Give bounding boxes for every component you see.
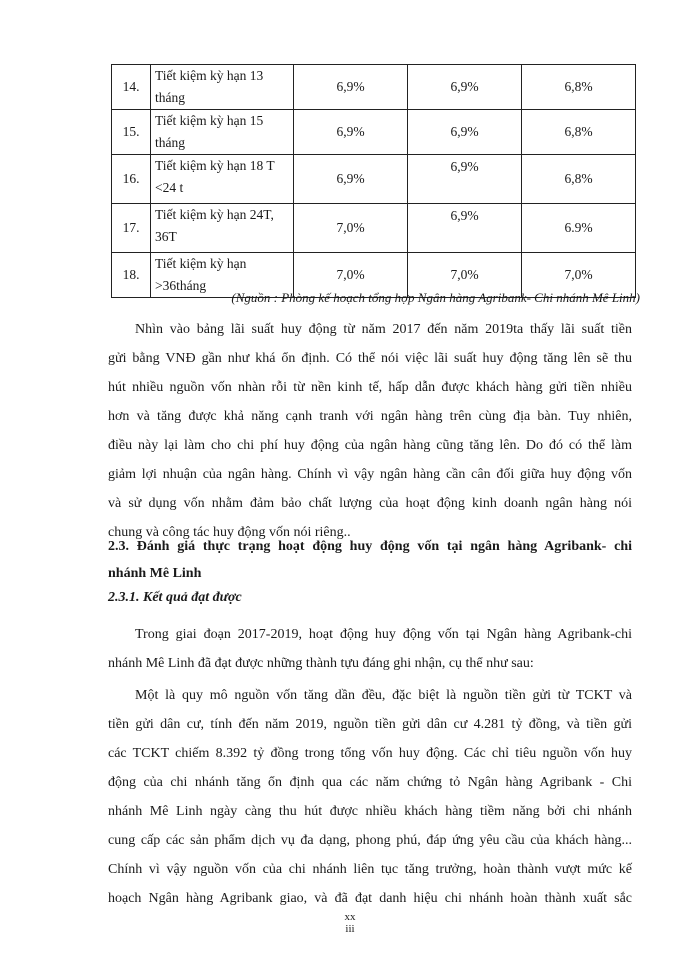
text-line: Chính vì vậy nguồn vốn của chi nhánh liên tục tăng trưởng, hoàn thành vượt mức kế <box>108 862 632 877</box>
rate-cell-year-2: 6,9% <box>408 110 522 155</box>
text-line: tiền gửi dân cư, tính đến năm 2019, nguồn tiền gửi dân cư 4.281 tỷ đồng, và tiền gửi <box>108 717 632 732</box>
page-number-secondary: iii <box>345 923 355 935</box>
text-line: và sử dụng vốn nhằm đảm bảo chất lượng của hoạt động kinh doanh ngân hàng nói <box>108 496 632 511</box>
product-name-line: <24 t <box>155 180 184 195</box>
product-name-cell <box>151 204 294 253</box>
text-line: hoạch Ngân hàng Agribank giao, và đã đạt danh hiệu chi nhánh hoàn thành xuất sắc <box>108 891 632 906</box>
product-name-line: 36T <box>155 229 177 244</box>
product-name-cell <box>151 65 294 110</box>
rate-cell-year-1: 7,0% <box>294 204 408 253</box>
heading-line: 2.3. Đánh giá thực trạng hoạt động huy động vốn tại ngân hàng Agribank- chi <box>108 539 632 554</box>
row-number: 15. <box>112 110 151 155</box>
table-row <box>112 110 636 155</box>
text-line: nhánh Mê Linh đã đạt được những thành tựu đáng ghi nhận, cụ thể như sau: <box>108 656 534 671</box>
page-number-primary: xx <box>344 911 356 923</box>
rate-cell-year-2: 6,9% <box>408 155 522 204</box>
product-name-line: tháng <box>155 90 185 105</box>
text-line: chung và công tác huy động vốn nói riêng.. <box>108 525 351 540</box>
text-line: động của chi nhánh tăng ổn định qua các năm chứng tỏ Ngân hàng Agribank - Chi <box>108 775 632 790</box>
product-name-line: Tiết kiệm kỳ hạn 24T, <box>155 207 274 222</box>
table-row <box>112 204 636 253</box>
text-line: gửi bằng VNĐ gần như khá ổn định. Có thể nói việc lãi suất huy động tăng lên sẽ thu <box>108 351 632 366</box>
rate-cell-year-3: 6,8% <box>522 65 636 110</box>
interest-rate-table <box>111 64 636 298</box>
text-line: Trong giai đoạn 2017-2019, hoạt động huy động vốn tại Ngân hàng Agribank-chi <box>135 627 632 642</box>
heading-line: nhánh Mê Linh <box>108 566 202 581</box>
rate-cell-year-3: 6.9% <box>522 204 636 253</box>
table-row <box>112 65 636 110</box>
rate-cell-year-1: 6,9% <box>294 65 408 110</box>
rate-cell-year-1: 6,9% <box>294 110 408 155</box>
text-line: Nhìn vào bảng lãi suất huy động từ năm 2017 đến năm 2019ta thấy lãi suất tiền <box>135 322 632 337</box>
rate-cell-year-1: 6,9% <box>294 155 408 204</box>
rate-cell-year-1: 7,0% <box>294 253 408 298</box>
product-name-line: Tiết kiệm kỳ hạn 18 T <box>155 158 275 173</box>
product-name-line: Tiết kiệm kỳ hạn <box>155 256 247 271</box>
row-number: 14. <box>112 65 151 110</box>
product-name-cell <box>151 110 294 155</box>
text-line: hơn và tăng được khả năng cạnh tranh với ngân hàng trên cùng địa bàn. Tuy nhiên, <box>108 409 632 424</box>
text-line: cung cấp các sản phẩm dịch vụ đa dạng, phong phú, đáp ứng yêu cầu của khách hàng... <box>108 833 632 848</box>
rate-cell-year-2: 6,9% <box>408 65 522 110</box>
subsection-heading: 2.3.1. Kết quả đạt được <box>108 590 242 605</box>
paragraph-period-summary <box>108 620 632 678</box>
text-line: giảm lợi nhuận của ngân hàng. Chính vì vậy ngân hàng cần cân đối giữa huy động vốn <box>108 467 632 482</box>
table-row <box>112 155 636 204</box>
product-name-line: tháng <box>155 135 185 150</box>
product-name-cell <box>151 155 294 204</box>
row-number: 16. <box>112 155 151 204</box>
row-number: 17. <box>112 204 151 253</box>
product-name-line: Tiết kiệm kỳ hạn 15 <box>155 113 264 128</box>
rate-cell-year-3: 6,8% <box>522 155 636 204</box>
rate-cell-year-2: 6,9% <box>408 204 522 253</box>
product-name-line: >36tháng <box>155 278 207 293</box>
source-note: (Nguồn : Phòng kế hoạch tổng hợp Ngân hàng Agribank- Chi nhánh Mê Linh) <box>231 290 640 305</box>
rate-cell-year-3: 6,8% <box>522 110 636 155</box>
page-footer <box>0 911 700 935</box>
product-name-line: Tiết kiệm kỳ hạn 13 <box>155 68 264 83</box>
row-number: 18. <box>112 253 151 298</box>
text-line: điều này lại làm cho chi phí huy động của ngân hàng cũng tăng lên. Do đó có thể làm <box>108 438 632 453</box>
text-line: các TCKT chiếm 8.392 tỷ đồng trong tổng vốn huy động. Các chỉ tiêu nguồn vốn huy <box>108 746 632 761</box>
section-heading <box>108 533 632 587</box>
paragraph-achievements <box>108 681 632 913</box>
text-line: Một là quy mô nguồn vốn tăng dần đều, đặc biệt là nguồn tiền gửi từ TCKT và <box>135 688 632 703</box>
text-line: nhánh Mê Linh ngày càng thu hút được nhiều khách hàng tiềm năng bởi chi nhánh <box>108 804 632 819</box>
paragraph-interest-analysis <box>108 315 632 547</box>
rate-cell-year-3: 7,0% <box>522 253 636 298</box>
rate-cell-year-2: 7,0% <box>408 253 522 298</box>
text-line: hút nhiều nguồn vốn nhàn rỗi từ nền kinh tế, hấp dẫn được khách hàng gửi tiền nhiều <box>108 380 632 395</box>
